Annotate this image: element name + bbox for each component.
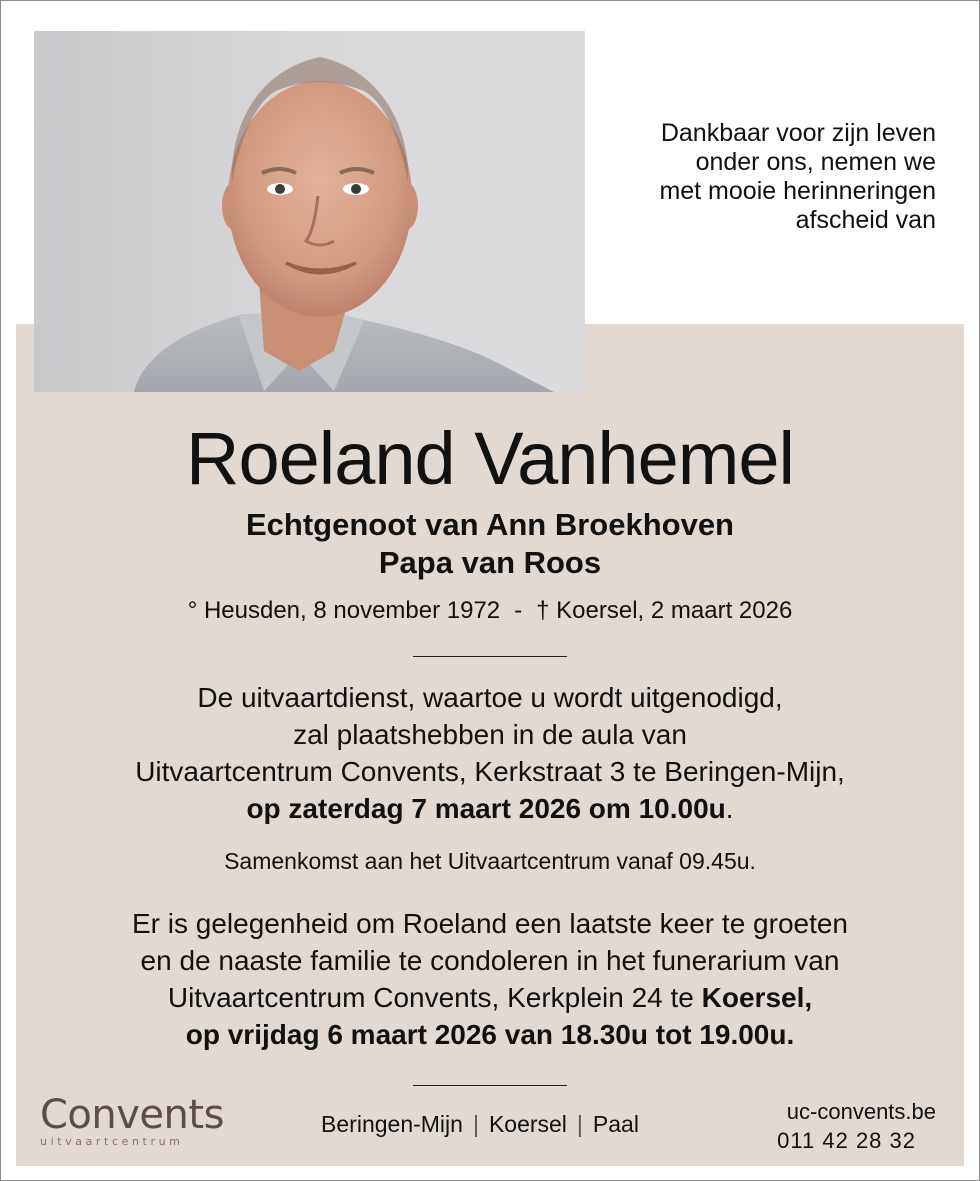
service-datetime-line [0, 790, 980, 827]
intro-line: met mooie herinneringen [659, 177, 936, 205]
divider-bottom [413, 1085, 567, 1086]
logo-wordmark: Convents [40, 1092, 224, 1138]
visitation-line: Er is gelegenheid om Roeland een laatste keer te groeten [131, 908, 849, 939]
gathering-note: Samenkomst aan het Uitvaartcentrum vanaf 09.45u. [224, 848, 756, 874]
service-line: Uitvaartcentrum Convents, Kerkstraat 3 te Beringen-Mijn, [135, 756, 845, 787]
location-item: Koersel [488, 1111, 567, 1137]
location-item: Beringen-Mijn [321, 1111, 463, 1137]
death-info: † Koersel, 2 maart 2026 [536, 597, 793, 624]
phone-number: 011 42 28 32 [777, 1128, 916, 1153]
visitation-location-line [0, 979, 980, 1016]
visitation-announcement [0, 905, 980, 1053]
life-dates [0, 596, 980, 626]
divider-top [413, 656, 567, 657]
location-separator: | [472, 1111, 479, 1137]
intro-line: afscheid van [795, 206, 936, 234]
child-line: Papa van Roos [378, 545, 602, 580]
website-link[interactable]: uc-convents.be [786, 1099, 936, 1124]
contact-info [716, 1097, 936, 1155]
convents-logo [40, 1092, 224, 1148]
intro-quote [576, 119, 936, 235]
birth-info: ° Heusden, 8 november 1972 [187, 597, 501, 624]
service-datetime-suffix: . [725, 793, 734, 824]
service-datetime: op zaterdag 7 maart 2026 om 10.00u [246, 793, 726, 824]
service-line: De uitvaartdienst, waartoe u wordt uitgenodigd, [197, 682, 783, 713]
visitation-address: Uitvaartcentrum Convents, Kerkplein 24 te [167, 982, 702, 1013]
logo-subtitle: uitvaartcentrum [40, 1135, 184, 1148]
deceased-name: Roeland Vanhemel [186, 417, 794, 500]
intro-line: Dankbaar voor zijn leven [660, 119, 936, 147]
service-line: zal plaatshebben in de aula van [293, 719, 687, 750]
spouse-line: Echtgenoot van Ann Broekhoven [245, 507, 734, 542]
location-item: Paal [592, 1111, 639, 1137]
location-list [300, 1110, 660, 1138]
service-announcement [0, 679, 980, 827]
visitation-datetime-text: op vrijdag 6 maart 2026 van 18.30u tot 19.00u. [185, 1019, 795, 1050]
portrait-photo [34, 31, 585, 392]
date-separator: - [514, 597, 523, 624]
location-separator: | [576, 1111, 583, 1137]
visitation-place: Koersel, [701, 982, 813, 1013]
visitation-line: en de naaste familie te condoleren in het funerarium van [140, 945, 840, 976]
visitation-datetime [0, 1016, 980, 1053]
intro-line: onder ons, nemen we [695, 148, 936, 176]
relations [0, 506, 980, 582]
